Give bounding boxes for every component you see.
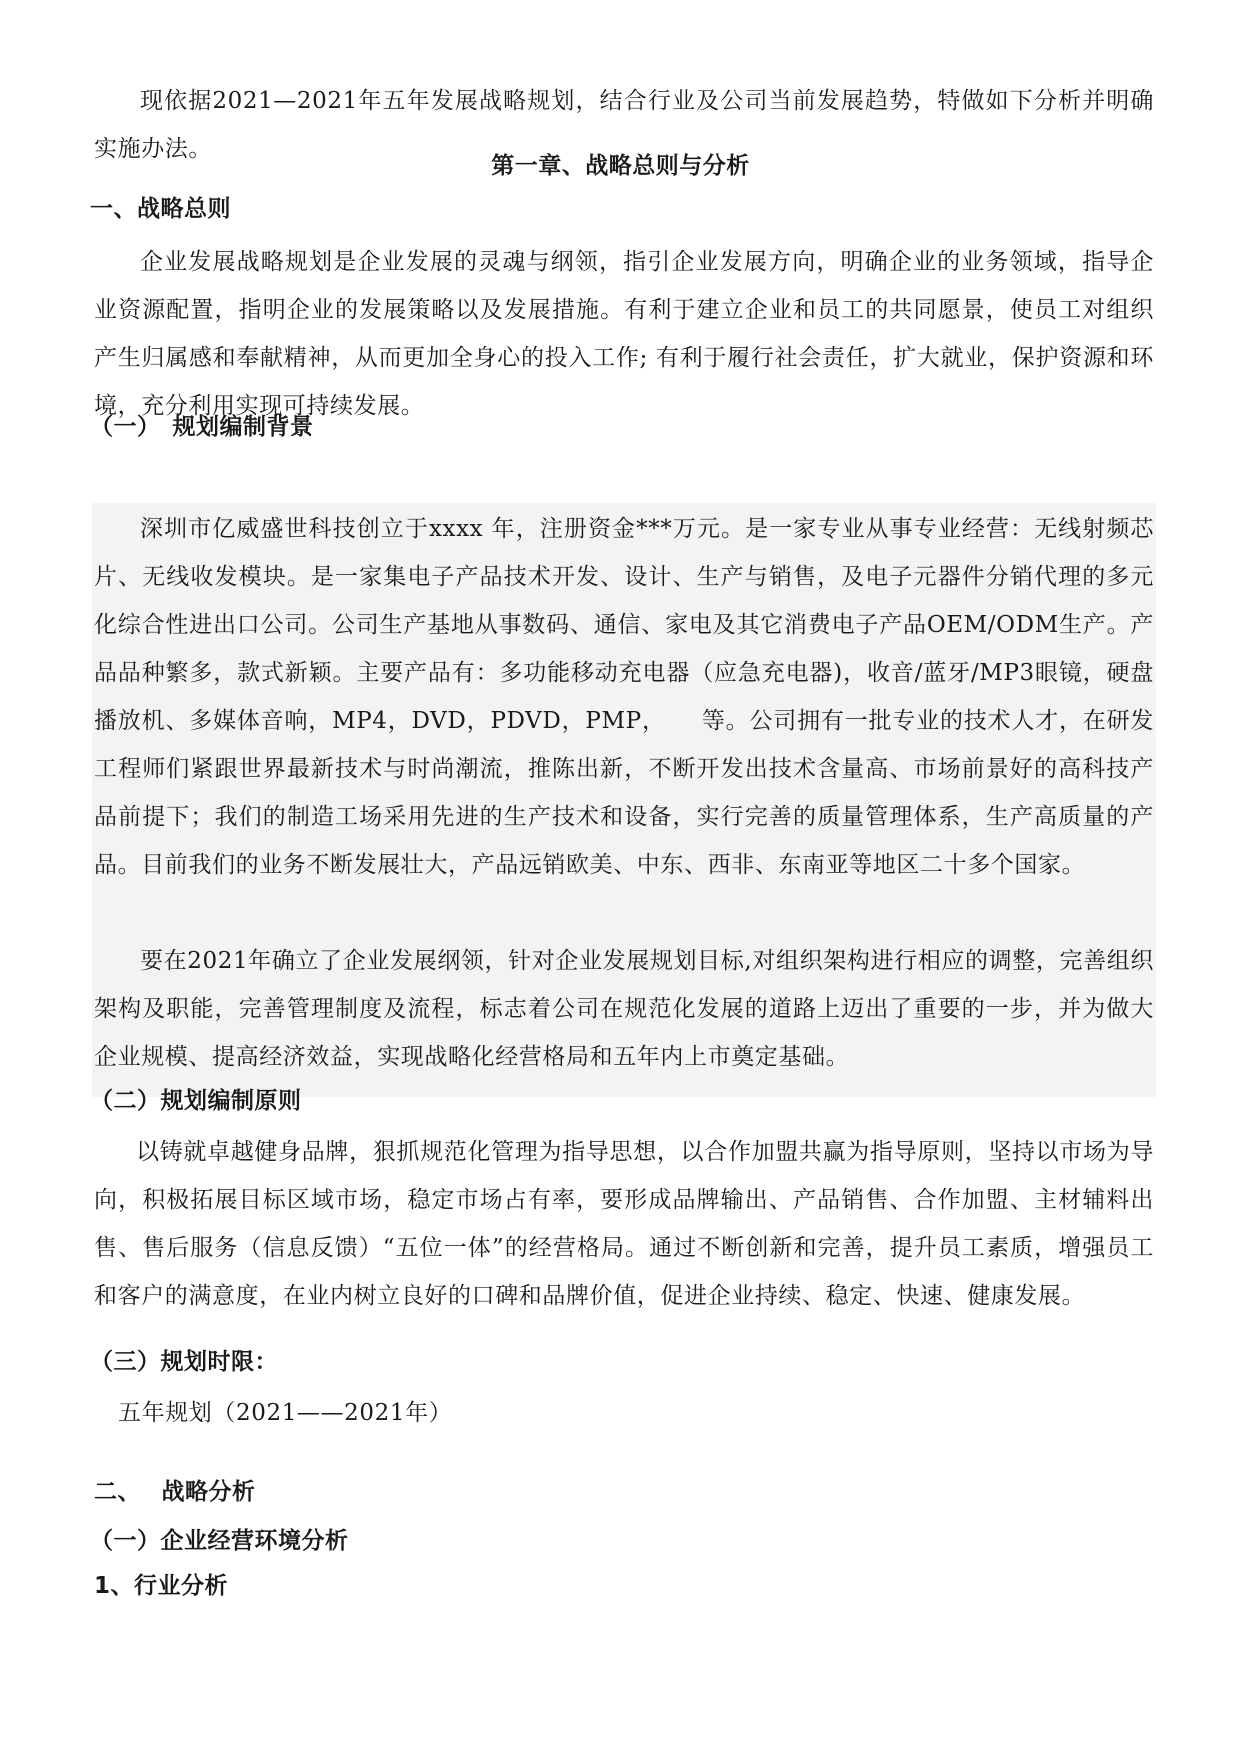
subsection-heading-timeframe: （三）规划时限： xyxy=(90,1349,278,1375)
section-heading-strategy-analysis: 二、 战略分析 xyxy=(94,1479,256,1505)
subsection-heading-industry: 1、行业分析 xyxy=(94,1573,229,1599)
background-paragraph-1: 深圳市亿威盛世科技创立于xxxx 年，注册资金***万元。是一家专业从事专业经营：无线射频芯片、无线收发模块。是一家集电子产品技术开发、设计、生产与销售，及电子元器件分销代理的多元化综合性进出口公司。公司生产基地从事数码、通信、家电及其它消费电子产品OEM/ODM生产。产品品种繁多，款式新颖。主要产品有：多功能移动充电器（应急充电器)，收音/蓝牙/MP3眼镜，硬盘播放机、多媒体音响，MP4，DVD，PDVD，PMP， 等。公司拥有一批专业的技术人才，在研发工程师们紧跟世界最新技术与时尚潮流，推陈出新，不断开发出技术含量高、市场前景好的高科技产品前提下；我们的制造工场采用先进的生产技术和设备，实行完善的质量管理体系，生产高质量的产品。目前我们的业务不断发展壮大，产品远销欧美、中东、西非、东南亚等地区二十多个国家。 xyxy=(94,516,1154,878)
principles-paragraph: 以铸就卓越健身品牌，狠抓规范化管理为指导思想，以合作加盟共赢为指导原则，坚持以市场为导向，积极拓展目标区域市场，稳定市场占有率，要形成品牌输出、产品销售、合作加盟、主材辅料出售、售后服务（信息反馈）“五位一体”的经营格局。通过不断创新和完善，提升员工素质，增强员工和客户的满意度，在业内树立良好的口碑和品牌价值，促进企业持续、稳定、快速、健康发展。 xyxy=(94,1139,1154,1309)
subsection-heading-background: （一） 规划编制背景 xyxy=(90,414,314,440)
intro-paragraph: 现依据2021—2021年五年发展战略规划，结合行业及公司当前发展趋势，特做如下分析并明确实施办法。 xyxy=(94,88,1154,162)
chapter-title: 第一章、战略总则与分析 xyxy=(491,153,750,179)
timeframe-text: 五年规划（2021——2021年） xyxy=(118,1400,453,1426)
strategy-principles-paragraph: 企业发展战略规划是企业发展的灵魂与纲领，指引企业发展方向，明确企业的业务领域，指导企业资源配置，指明企业的发展策略以及发展措施。有利于建立企业和员工的共同愿景，使员工对组织产生归属感和奉献精神，从而更加全身心的投入工作; 有利于履行社会责任，扩大就业，保护资源和环境，充分利用实现可持续发展。 xyxy=(94,249,1154,419)
section-heading-strategy-principles: 一、战略总则 xyxy=(90,196,231,222)
background-paragraph-2: 要在2021年确立了企业发展纲领，针对企业发展规划目标,对组织架构进行相应的调整，完善组织架构及职能，完善管理制度及流程，标志着公司在规范化发展的道路上迈出了重要的一步，并为做大企业规模、提高经济效益，实现战略化经营格局和五年内上市奠定基础。 xyxy=(94,948,1154,1070)
subsection-heading-environment: （一）企业经营环境分析 xyxy=(90,1528,349,1554)
subsection-heading-principles: （二）规划编制原则 xyxy=(90,1088,302,1114)
